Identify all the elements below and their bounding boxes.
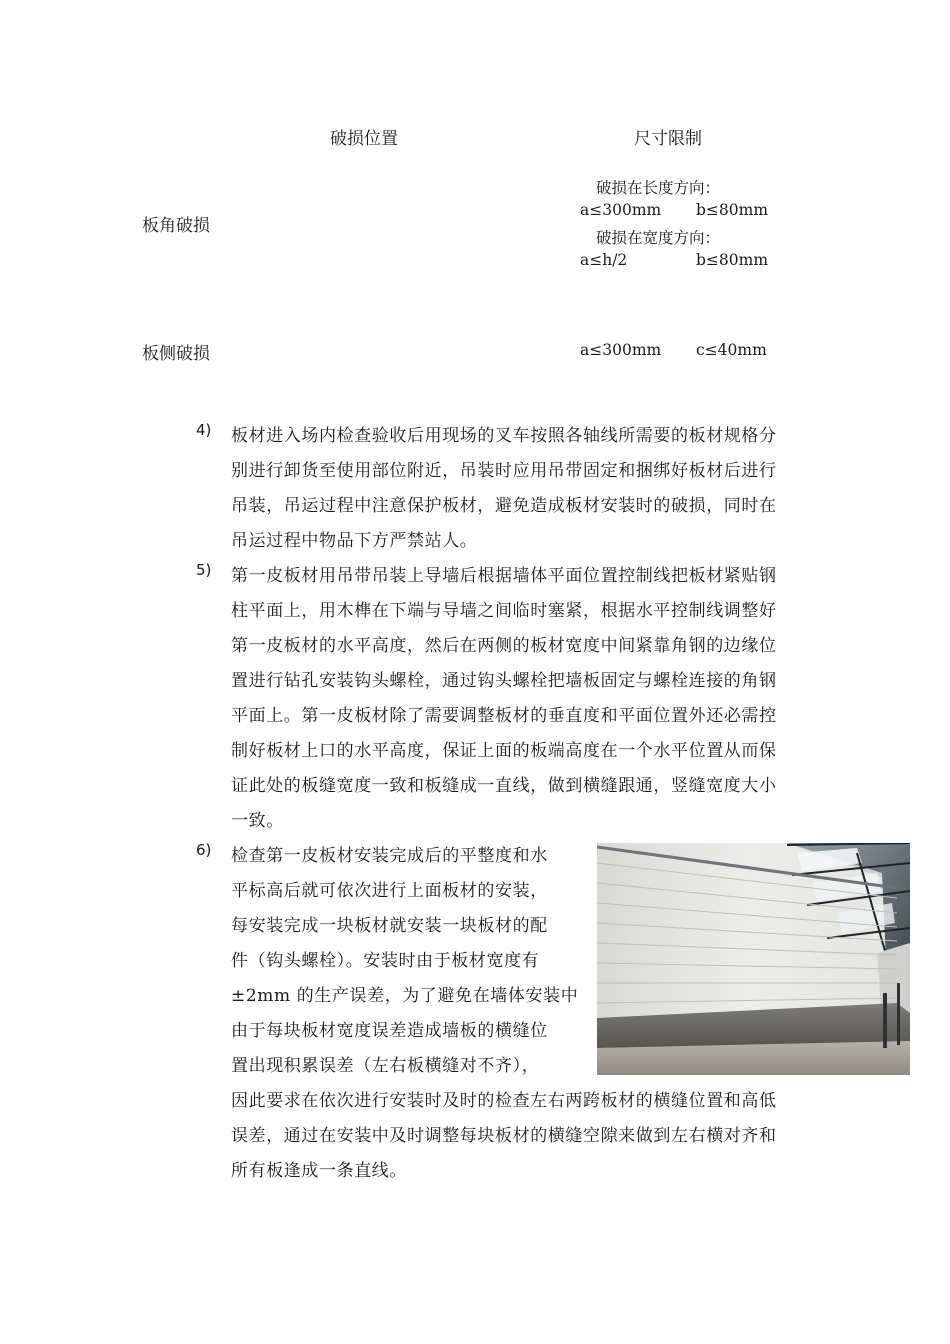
paragraph-line: 证此处的板缝宽度一致和板缝成一直线，做到横缝跟通，竖缝宽度大小 (231, 776, 777, 796)
limit-value-a: a≤h/2 (580, 251, 628, 269)
paragraph-number: 4) (196, 421, 212, 439)
row-label-side-damage: 板侧破损 (142, 344, 210, 364)
limit-value-c: c≤40mm (696, 341, 767, 359)
paragraph-line: 误差，通过在安装中及时调整每块板材的横缝空隙来做到左右横对齐和 (231, 1126, 777, 1146)
paragraph-line: 件（钩头螺栓）。安装时由于板材宽度有 (231, 951, 540, 971)
paragraph-line: 检查第一皮板材安装完成后的平整度和水 (231, 846, 548, 866)
paragraph-line: 一致。 (231, 811, 284, 831)
paragraph-line: 所有板逢成一条直线。 (231, 1161, 407, 1181)
paragraph-number: 6) (196, 841, 212, 859)
paragraph-line: 因此要求在依次进行安装时及时的检查左右两跨板材的横缝位置和高低 (231, 1091, 777, 1111)
paragraph-line: 柱平面上，用木榫在下端与导墙之间临时塞紧，根据水平控制线调整好 (231, 601, 777, 621)
limit-width-direction-title: 破损在宽度方向： (596, 229, 721, 247)
paragraph-number: 5) (196, 561, 212, 579)
limit-value-a: a≤300mm (580, 341, 662, 359)
paragraph-line: 置出现积累误差（左右板横缝对不齐）， (231, 1056, 540, 1076)
paragraph-line: 第一皮板材用吊带吊装上导墙后根据墙体平面位置控制线把板材紧贴钢 (231, 566, 777, 586)
header-damage-position: 破损位置 (330, 129, 398, 149)
paragraph-line: 吊装，吊运过程中注意保护板材，避免造成板材安装时的破损，同时在 (231, 496, 777, 516)
paragraph-line: 每安装完成一块板材就安装一块板材的配 (231, 916, 548, 936)
paragraph-line: 吊运过程中物品下方严禁站人。 (231, 531, 478, 551)
paragraph-line: 板材进入场内检查验收后用现场的叉车按照各轴线所需要的板材规格分 (231, 426, 777, 446)
paragraph-line: 由于每块板材宽度误差造成墙板的横缝位 (231, 1021, 548, 1041)
limit-value-b: b≤80mm (696, 251, 769, 269)
header-size-limit: 尺寸限制 (634, 129, 702, 149)
limit-value-a: a≤300mm (580, 201, 662, 219)
paragraph-line: 置进行钻孔安装钩头螺栓，通过钩头螺栓把墙板固定与螺栓连接的角钢 (231, 671, 777, 691)
row-label-corner-damage: 板角破损 (142, 216, 210, 236)
paragraph-line: ±2mm 的生产误差，为了避免在墙体安装中 (231, 986, 579, 1006)
paragraph-line: 第一皮板材的水平高度，然后在两侧的板材宽度中间紧靠角钢的边缘位 (231, 636, 777, 656)
paragraph-line: 制好板材上口的水平高度，保证上面的板端高度在一个水平位置从而保 (231, 741, 777, 761)
paragraph-line: 别进行卸货至使用部位附近，吊装时应用吊带固定和捆绑好板材后进行 (231, 461, 777, 481)
paragraph-line: 平面上。第一皮板材除了需要调整板材的垂直度和平面位置外还必需控 (231, 706, 777, 726)
paragraph-line: 平标高后就可依次进行上面板材的安装， (231, 881, 548, 901)
limit-value-b: b≤80mm (696, 201, 769, 219)
wall-panel-installation-photo (597, 843, 910, 1075)
limit-length-direction-title: 破损在长度方向： (596, 179, 721, 197)
